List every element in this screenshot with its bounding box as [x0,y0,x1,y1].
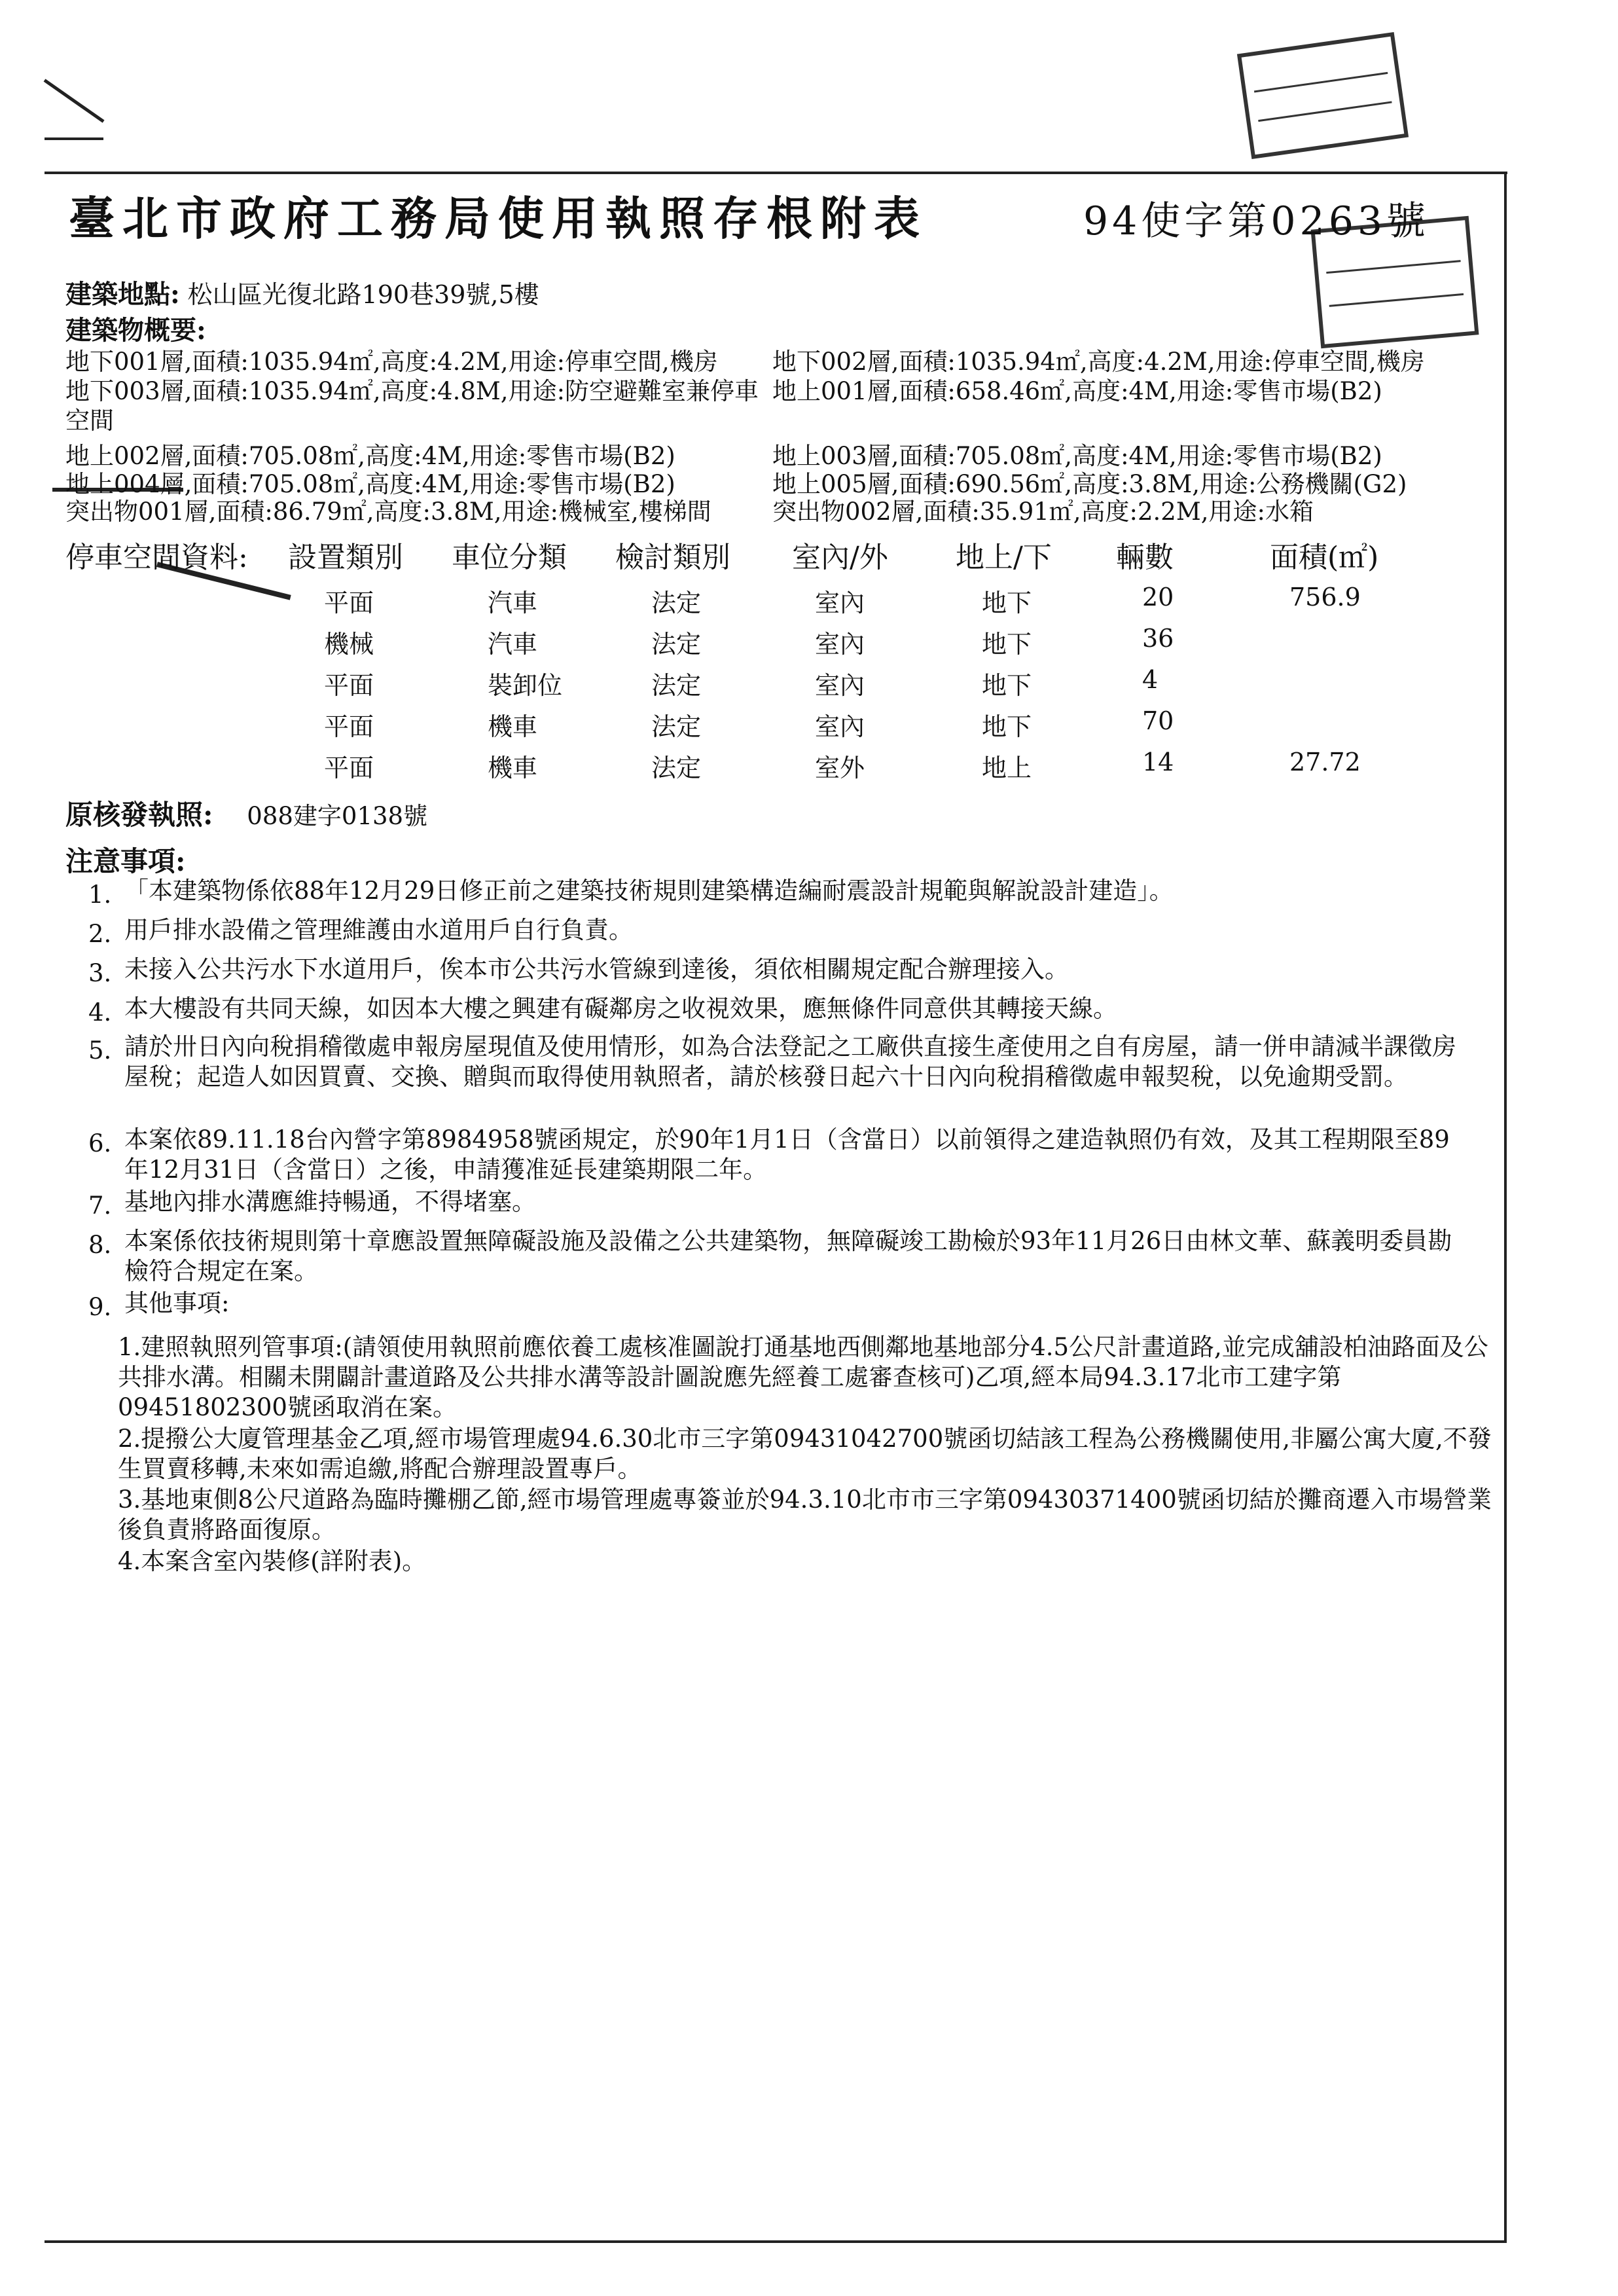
parking-cell: 法定 [651,589,702,617]
floor-item: 地上005層,面積:690.56㎡,高度:3.8M,用途:公務機關(G2) [772,470,1407,498]
overview-label: 建築物概要: [65,315,206,346]
parking-cell: 汽車 [488,589,538,617]
original-permit-label: 原核發執照: [65,799,213,831]
parking-cell: 室內 [815,589,865,617]
note-text: 本案係依技術規則第十章應設置無障礙設施及設備之公共建築物，無障礙竣工勘檢於93年11月26日由林文華、蘇義明委員勘檢符合規定在案。 [124,1227,1452,1285]
frame-right-rule [1504,172,1507,2243]
note-text: 本大樓設有共同天線，如因本大樓之興建有礙鄰房之收視效果，應無條件同意供其轉接天線。 [124,994,1117,1023]
floor-item: 地下001層,面積:1035.94㎡,高度:4.2M,用途:停車空間,機房 [65,348,718,376]
parking-header: 室內/外 [792,541,888,574]
parking-cell: 法定 [651,712,702,741]
parking-cell: 36 [1142,624,1174,653]
note-number: 9. [88,1293,112,1321]
parking-header: 面積(㎡) [1270,541,1379,574]
sub-note: 3.基地東側8公尺道路為臨時攤棚乙節,經市場管理處專簽並於94.3.10北市市三字第09430371400號函切結於攤商遷入市場營業後負責將路面復原。 [118,1485,1492,1544]
original-permit-value: 088建字0138號 [247,802,428,830]
floor-item: 突出物001層,面積:86.79㎡,高度:3.8M,用途:機械室,樓梯間 [65,498,711,526]
note-number: 3. [88,959,112,987]
notes-label: 注意事項: [65,845,186,877]
note-text: 基地內排水溝應維持暢通，不得堵塞。 [124,1188,536,1216]
parking-cell: 法定 [651,671,702,700]
floor-item: 地上001層,面積:658.46㎡,高度:4M,用途:零售市場(B2) [772,377,1382,405]
floor-item: 地上002層,面積:705.08㎡,高度:4M,用途:零售市場(B2) [65,442,675,470]
note-number: 6. [88,1129,112,1157]
official-seal [1237,32,1409,159]
parking-cell: 機車 [488,712,538,741]
note-text: 未接入公共污水下水道用戶，俟本市公共污水管線到達後，須依相關規定配合辦理接入。 [124,955,1069,983]
parking-header: 設置類別 [288,541,403,574]
floor-item: 突出物002層,面積:35.91㎡,高度:2.2M,用途:水箱 [772,498,1314,526]
parking-cell: 地下 [982,712,1032,741]
parking-cell: 法定 [651,754,702,782]
parking-cell: 756.9 [1289,583,1361,611]
parking-cell: 14 [1142,748,1174,776]
parking-cell: 機械 [324,630,374,659]
parking-header: 車位分類 [452,541,567,574]
parking-cell: 平面 [324,754,374,782]
parking-cell: 平面 [324,671,374,700]
sub-note: 2.提撥公大廈管理基金乙項,經市場管理處94.6.30北市三字第09431042700號函切結該工程為公務機關使用,非屬公寓大廈,不發生買賣移轉,未來如需追繳,將配合辦理設置專戶。 [118,1425,1492,1483]
scan-mark [45,137,103,140]
parking-header: 輛數 [1116,541,1174,574]
sub-note: 4.本案含室內裝修(詳附表)。 [118,1547,427,1575]
frame-bottom-rule [45,2240,1504,2243]
parking-cell: 地下 [982,671,1032,700]
note-number: 5. [88,1036,112,1065]
parking-cell: 70 [1142,706,1174,735]
note-text: 請於卅日內向稅捐稽徵處申報房屋現值及使用情形，如為合法登記之工廠供直接生產使用之自有房屋，請一併申請減半課徵房屋稅；起造人如因買賣、交換、贈與而取得使用執照者，請於核發日起六十日內向稅捐稽徵處申報契稅，以免逾期受罰。 [124,1032,1456,1091]
note-number: 4. [88,998,112,1027]
note-number: 2. [88,920,112,948]
floor-item: 地下003層,面積:1035.94㎡,高度:4.8M,用途:防空避難室兼停車 [65,377,759,405]
sub-note: 1.建照執照列管事項:(請領使用執照前應依養工處核准圖說打通基地西側鄰地基地部分4.5公尺計畫道路,並完成舖設柏油路面及公共排水溝。相關未開闢計畫道路及公共排水溝等設計圖說應先經養工處審查核可)乙項,經本局94.3.17北市工建字第09451802300號函取消在案。 [118,1333,1488,1421]
parking-cell: 汽車 [488,630,538,659]
note-number: 1. [88,881,112,909]
note-text: 其他事項: [124,1289,230,1317]
parking-cell: 20 [1142,583,1174,611]
scan-mark [44,79,105,122]
address-label: 建築地點: [65,279,180,310]
frame-top-rule [45,172,1507,174]
parking-cell: 地下 [982,630,1032,659]
floor-item: 地下002層,面積:1035.94㎡,高度:4.2M,用途:停車空間,機房 [772,348,1425,376]
address-line [65,280,539,309]
parking-cell: 平面 [324,589,374,617]
parking-header: 地上/下 [956,541,1052,574]
parking-cell: 法定 [651,630,702,659]
parking-cell: 室內 [815,671,865,700]
parking-cell: 4 [1142,665,1159,694]
permit-number: 94使字第0263號 [1083,198,1430,244]
original-permit-line [65,800,427,830]
parking-cell: 室內 [815,712,865,741]
note-text: 用戶排水設備之管理維護由水道用戶自行負責。 [124,916,633,944]
parking-cell: 機車 [488,754,538,782]
parking-cell: 27.72 [1289,748,1361,776]
parking-cell: 室外 [815,754,865,782]
floor-item: 地上003層,面積:705.08㎡,高度:4M,用途:零售市場(B2) [772,442,1382,470]
floor-item-wrap: 空間 [65,407,114,435]
parking-cell: 地下 [982,589,1032,617]
parking-cell: 室內 [815,630,865,659]
parking-cell: 地上 [982,754,1032,782]
note-text: 「本建築物係依88年12月29日修正前之建築技術規則建築構造編耐震設計規範與解說設計建造」。 [124,877,1174,905]
note-text: 本案依89.11.18台內營字第8984958號函規定，於90年1月1日（含當日）以前領得之建造執照仍有效，及其工程期限至89年12月31日（含當日）之後，申請獲准延長建築期限二年。 [124,1125,1450,1184]
floor-item: 地上004層,面積:705.08㎡,高度:4M,用途:零售市場(B2) [65,470,675,498]
parking-cell: 裝卸位 [488,671,563,700]
parking-header: 檢討類別 [615,541,730,574]
parking-cell: 平面 [324,712,374,741]
parking-label: 停車空間資料: [65,541,248,574]
note-number: 8. [88,1231,112,1259]
note-number: 7. [88,1192,112,1220]
address-value: 松山區光復北路190巷39號,5樓 [187,280,539,309]
document-title: 臺北市政府工務局使用執照存根附表 [69,191,927,246]
